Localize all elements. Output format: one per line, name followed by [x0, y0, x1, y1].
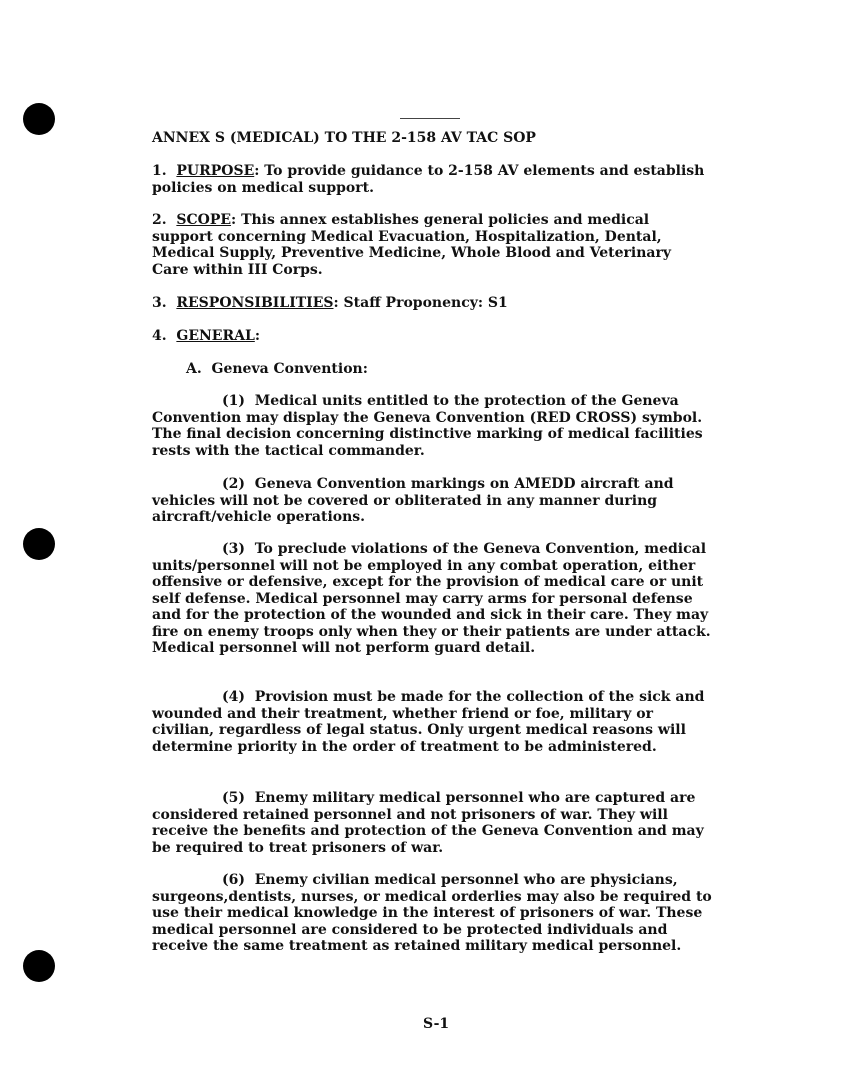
paragraph-6: (6) Enemy civilian medical personnel who are physicians, surgeons,dentists, nurses, or medical orderlies may also be required to use their medical knowledge in the interest of prisoners of war. These medical personnel are considered to be protected individuals and receive the same treatment as retained military medical personnel.: [152, 872, 712, 954]
punch-hole-bottom: [23, 950, 55, 982]
paragraph-5: (5) Enemy military medical personnel who are captured are considered retained personnel and not prisoners of war. They will receive the benefits and protection of the Geneva Convention and may be required to treat prisoners of war.: [152, 790, 704, 856]
section-general: 4. GENERAL:: [152, 328, 260, 344]
punch-hole-middle: [23, 528, 55, 560]
annex-title: ANNEX S (MEDICAL) TO THE 2-158 AV TAC SOP: [152, 130, 536, 146]
punch-hole-top: [23, 103, 55, 135]
section-responsibilities: 3. RESPONSIBILITIES: Staff Proponency: S1: [152, 295, 508, 311]
section-purpose: 1. PURPOSE: To provide guidance to 2-158 AV elements and establish policies on medical support.: [152, 163, 705, 196]
page-number: S-1: [423, 1016, 450, 1032]
subsection-geneva: A. Geneva Convention:: [186, 361, 368, 377]
paragraph-2: (2) Geneva Convention markings on AMEDD aircraft and vehicles will not be covered or obliterated in any manner during aircraft/vehicle operations.: [152, 476, 674, 525]
scan-rule: [400, 118, 460, 119]
section-scope: 2. SCOPE: This annex establishes general policies and medical support concerning Medical Evacuation, Hospitalization, Dental, Medical Supply, Preventive Medicine, Whole Blood and Veterinary Care within III Corps.: [152, 212, 672, 278]
paragraph-3: (3) To preclude violations of the Geneva Convention, medical units/personnel will not be employed in any combat operation, either offensive or defensive, except for the provision of medical care or unit self defense. Medical personnel may carry arms for personal defense and for the protection of the wounded and sick in their care. They may fire on enemy troops only when they or their patients are under attack. Medical personnel will not perform guard detail.: [152, 541, 711, 656]
paragraph-4: (4) Provision must be made for the collection of the sick and wounded and their treatment, whether friend or foe, military or civilian, regardless of legal status. Only urgent medical reasons will determine priority in the order of treatment to be administered.: [152, 689, 705, 755]
paragraph-1: (1) Medical units entitled to the protection of the Geneva Convention may display the Geneva Convention (RED CROSS) symbol. The final decision concerning distinctive marking of medical facilities rests with the tactical commander.: [152, 393, 703, 459]
